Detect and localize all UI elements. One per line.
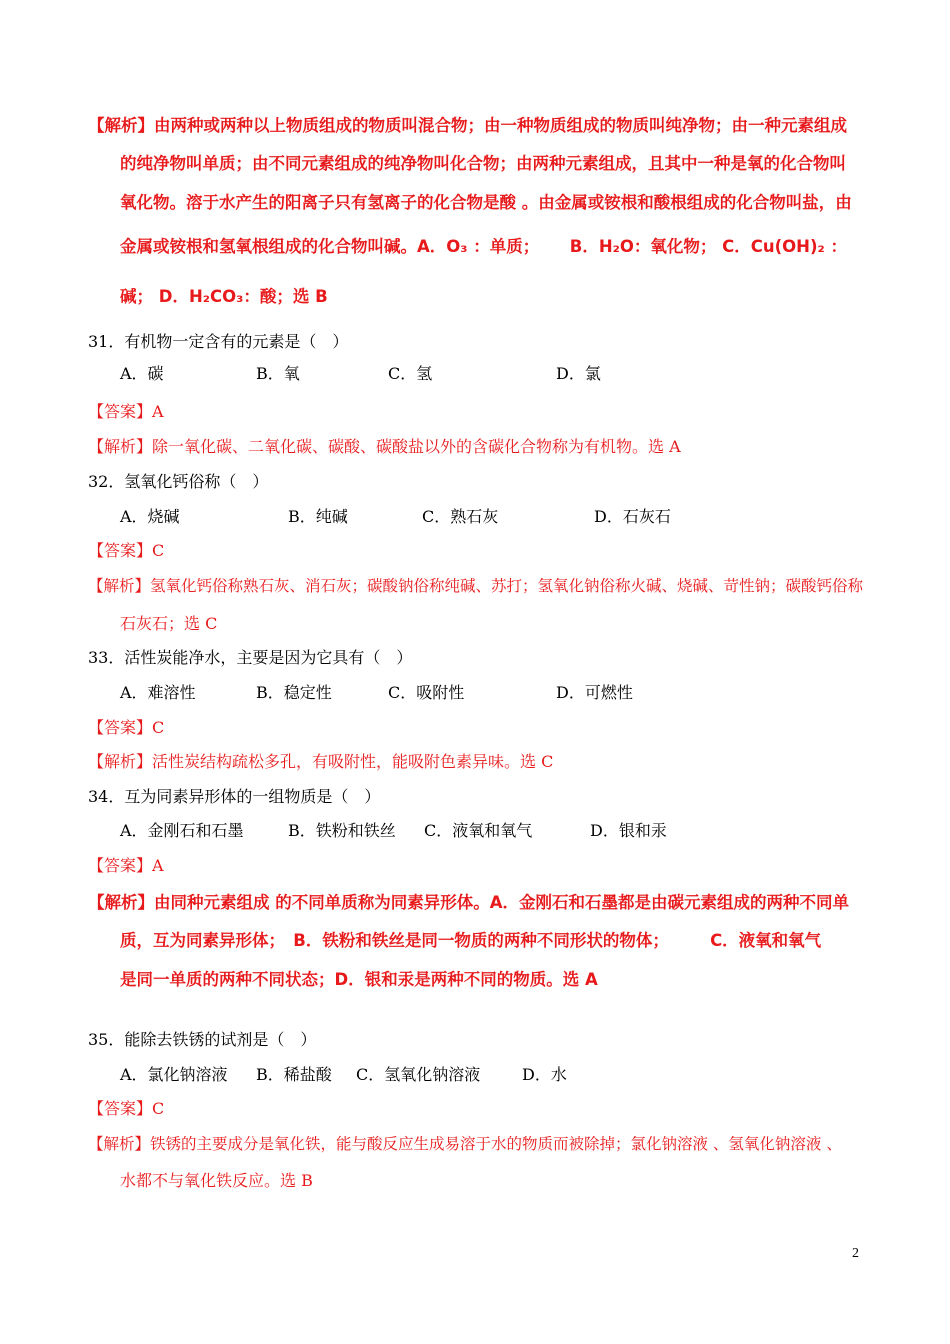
option-a: A．碳 [120,364,164,383]
analysis-line: 碱； D．H₂CO₃：酸；选 B [120,287,328,306]
option-b: B．纯碱 [288,507,348,526]
option-c: C．氢氧化钠溶液 [356,1065,481,1084]
option-b: B．铁粉和铁丝 [288,821,396,840]
option-d: D．氯 [556,364,601,383]
option-c: C．吸附性 [388,683,465,702]
option-b: B．氧 [256,364,300,383]
question-text: 31．有机物一定含有的元素是（ ） [88,332,349,351]
answer: 【答案】C [88,718,165,737]
analysis-line: 水都不与氧化铁反应。选 B [120,1171,313,1190]
analysis-line: 金属或铵根和氢氧根组成的化合物叫碱。A．O₃ ：单质； B．H₂O：氧化物； C．Cu(OH)₂ ： [120,237,847,256]
analysis: 【解析】除一氧化碳、二氧化碳、碳酸、碳酸盐以外的含碳化合物称为有机物。选 A [88,437,681,456]
option-d: D．银和汞 [590,821,667,840]
analysis-line: 【解析】由同种元素组成 的不同单质称为同素异形体。A．金刚石和石墨都是由碳元素组成的两种不同单 [88,893,850,912]
answer: 【答案】C [88,541,165,560]
answer: 【答案】A [88,402,164,421]
option-d: D．石灰石 [594,507,671,526]
option-d: D．可燃性 [556,683,633,702]
option-b: B．稳定性 [256,683,332,702]
analysis-line: 【解析】铁锈的主要成分是氧化铁，能与酸反应生成易溶于水的物质而被除掉；氯化钠溶液 、氢氧化钠溶液 、 [88,1135,842,1153]
page-number: 2 [852,1246,859,1261]
question-text: 35．能除去铁锈的试剂是（ ） [88,1030,317,1049]
option-c: C．液氧和氧气 [424,821,533,840]
question-text: 34．互为同素异形体的一组物质是（ ） [88,787,381,806]
option-a: A．烧碱 [120,507,180,526]
analysis-line: 【解析】氢氧化钙俗称熟石灰、消石灰；碳酸钠俗称纯碱、苏打；氢氧化钠俗称火碱、烧碱、苛性钠；碳酸钙俗称 [88,577,864,595]
answer: 【答案】C [88,1099,165,1118]
option-c: C．氢 [388,364,433,383]
analysis-line: 的纯净物叫单质；由不同元素组成的纯净物叫化合物；由两种元素组成，且其中一种是氧的化合物叫 [120,154,846,173]
analysis-line: 质，互为同素异形体； B．铁粉和铁丝是同一物质的两种不同形状的物体； C．液氧和氧气 [120,931,822,950]
option-a: A．氯化钠溶液 [120,1065,228,1084]
answer: 【答案】A [88,856,164,875]
option-b: B．稀盐酸 [256,1065,332,1084]
option-a: A．难溶性 [120,683,196,702]
option-d: D．水 [522,1065,567,1084]
question-text: 32．氢氧化钙俗称（ ） [88,472,269,491]
option-a: A．金刚石和石墨 [120,821,244,840]
analysis: 【解析】活性炭结构疏松多孔，有吸附性，能吸附色素异味。选 C [88,752,554,771]
question-text: 33．活性炭能净水，主要是因为它具有（ ） [88,648,413,667]
analysis-line: 【解析】由两种或两种以上物质组成的物质叫混合物；由一种物质组成的物质叫纯净物；由一种元素组成 [88,116,847,135]
analysis-line: 石灰石；选 C [120,614,218,633]
analysis-line: 氧化物。溶于水产生的阳离子只有氢离子的化合物是酸 。由金属或铵根和酸根组成的化合物叫盐，由 [120,193,852,212]
analysis-line: 是同一单质的两种不同状态；D．银和汞是两种不同的物质。选 A [120,970,598,989]
option-c: C．熟石灰 [422,507,499,526]
